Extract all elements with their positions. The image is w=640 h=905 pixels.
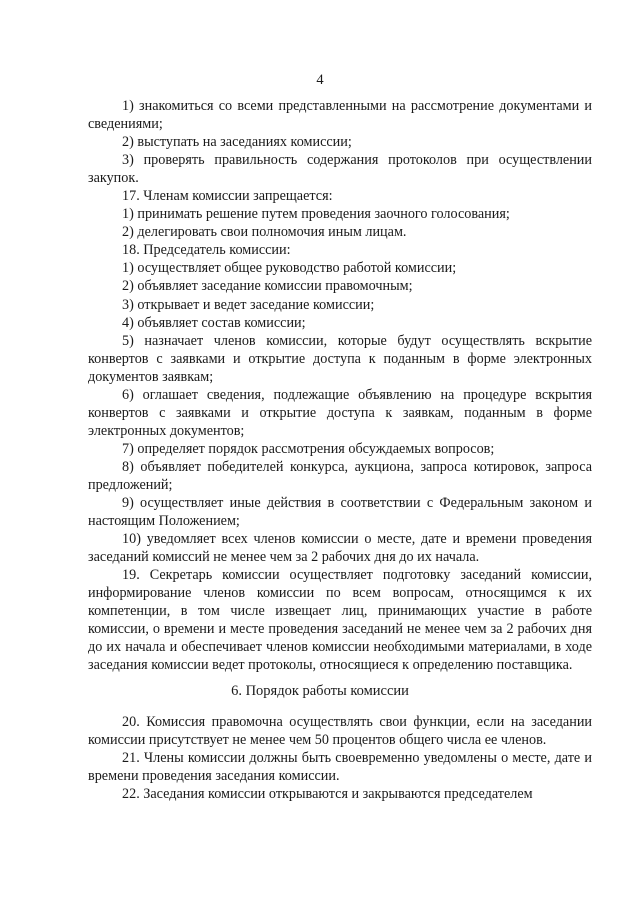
paragraph: 9) осуществляет иные действия в соответствии с Федеральным законом и настоящим Положением; [88,495,592,530]
paragraph: 4) объявляет состав комиссии; [122,314,306,331]
paragraph: 1) принимать решение путем проведения заочного голосования; [122,206,510,223]
paragraph: 5) назначает членов комиссии, которые будут осуществлять вскрытие конвертов с заявками и открытие доступа к поданным в форме электронных документов заявкам; [88,332,592,385]
paragraph: 22. Заседания комиссии открываются и закрываются председателем [122,786,533,803]
document-body-top [88,97,592,675]
paragraph: 17. Членам комиссии запрещается: [122,188,333,205]
paragraph: 2) выступать на заседаниях комиссии; [122,134,352,151]
page-number: 4 [316,72,324,88]
paragraph: 3) открывает и ведет заседание комиссии; [122,296,375,313]
paragraph: 21. Члены комиссии должны быть своевременно уведомлены о месте, дате и времени проведения заседания комиссии. [88,750,592,785]
paragraph: 1) осуществляет общее руководство работой комиссии; [122,260,457,277]
paragraph: 7) определяет порядок рассмотрения обсуждаемых вопросов; [122,440,495,457]
paragraph: 2) объявляет заседание комиссии правомочным; [122,278,413,295]
paragraph: 3) проверять правильность содержания протоколов при осуществлении закупок. [88,152,592,187]
paragraph: 1) знакомиться со всеми представленными на рассмотрение документами и сведениями; [88,98,592,133]
paragraph: 6) оглашает сведения, подлежащие объявлению на процедуре вскрытия конвертов с заявками и открытие доступа к заявкам, поданным в форме электронных документов; [88,386,592,439]
paragraph: 20. Комиссия правомочна осуществлять свои функции, если на заседании комиссии присутствует не менее чем 50 процентов общего числа ее членов. [88,714,592,749]
paragraph: 2) делегировать свои полномочия иным лицам. [122,224,407,241]
paragraph: 18. Председатель комиссии: [122,242,291,259]
paragraph: 19. Секретарь комиссии осуществляет подготовку заседаний комиссии, информирование членов комиссии по всем вопросам, относящимся к их компетенции, в том числе извещает лиц, принимающих участие в работе комиссии, о времени и месте проведения заседаний не менее чем за 2 рабочих дня до их начала и обеспечивает членов комиссии необходимыми материалами, в ходе заседания комиссии ведет протоколы, относящиеся к определению поставщика. [88,567,592,674]
paragraph: 10) уведомляет всех членов комиссии о месте, дате и времени проведения заседаний комиссий не менее чем за 2 рабочих дня до их начала. [88,531,592,566]
paragraph: 8) объявляет победителей конкурса, аукциона, запроса котировок, запроса предложений; [88,458,592,493]
document-body-bottom [88,713,592,803]
section-heading: 6. Порядок работы комиссии [231,683,409,699]
